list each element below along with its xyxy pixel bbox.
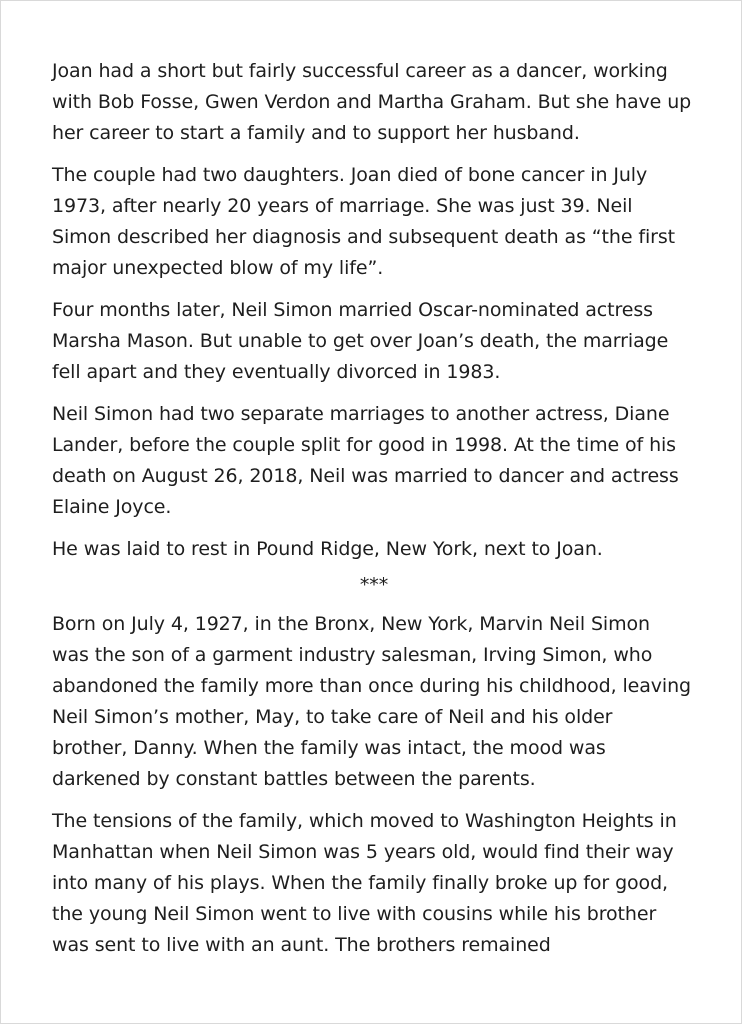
paragraph-dance-career: Joan had a short but fairly successful career as a dancer, working with Bob Fosse, Gwen Verdon and Martha Graham. But she have up her career to start a family and to support her husband.	[52, 60, 692, 144]
paragraph-later-marriages: Neil Simon had two separate marriages to another actress, Diane Lander, before the couple split for good in 1998. At the time of his death on August 26, 2018, Neil was married to dancer and actress Elaine Joyce.	[52, 403, 679, 518]
section-separator: ***	[359, 574, 389, 596]
paragraph-family-tensions: The tensions of the family, which moved to Washington Heights in Manhattan when Neil Simon was 5 years old, would find their way into many of his plays. When the family finally broke up for good, the young Neil Simon went to live with cousins while his brother was sent to live with an aunt. The brothers remained	[52, 810, 677, 956]
paragraph-burial: He was laid to rest in Pound Ridge, New York, next to Joan.	[52, 538, 603, 560]
paragraph-early-life: Born on July 4, 1927, in the Bronx, New York, Marvin Neil Simon was the son of a garment industry salesman, Irving Simon, who abandoned the family more than once during his childhood, leaving Neil Simon’s mother, May, to take care of Neil and his older brother, Danny. When the family was intact, the mood was darkened by constant battles between the parents.	[52, 613, 691, 790]
article-body	[52, 56, 692, 972]
paragraph-joan-death: The couple had two daughters. Joan died of bone cancer in July 1973, after nearly 20 years of marriage. She was just 39. Neil Simon described her diagnosis and subsequent death as “the first major unexpected blow of my life”.	[52, 164, 675, 279]
paragraph-marsha-mason: Four months later, Neil Simon married Oscar-nominated actress Marsha Mason. But unable to get over Joan’s death, the marriage fell apart and they eventually divorced in 1983.	[52, 299, 669, 383]
